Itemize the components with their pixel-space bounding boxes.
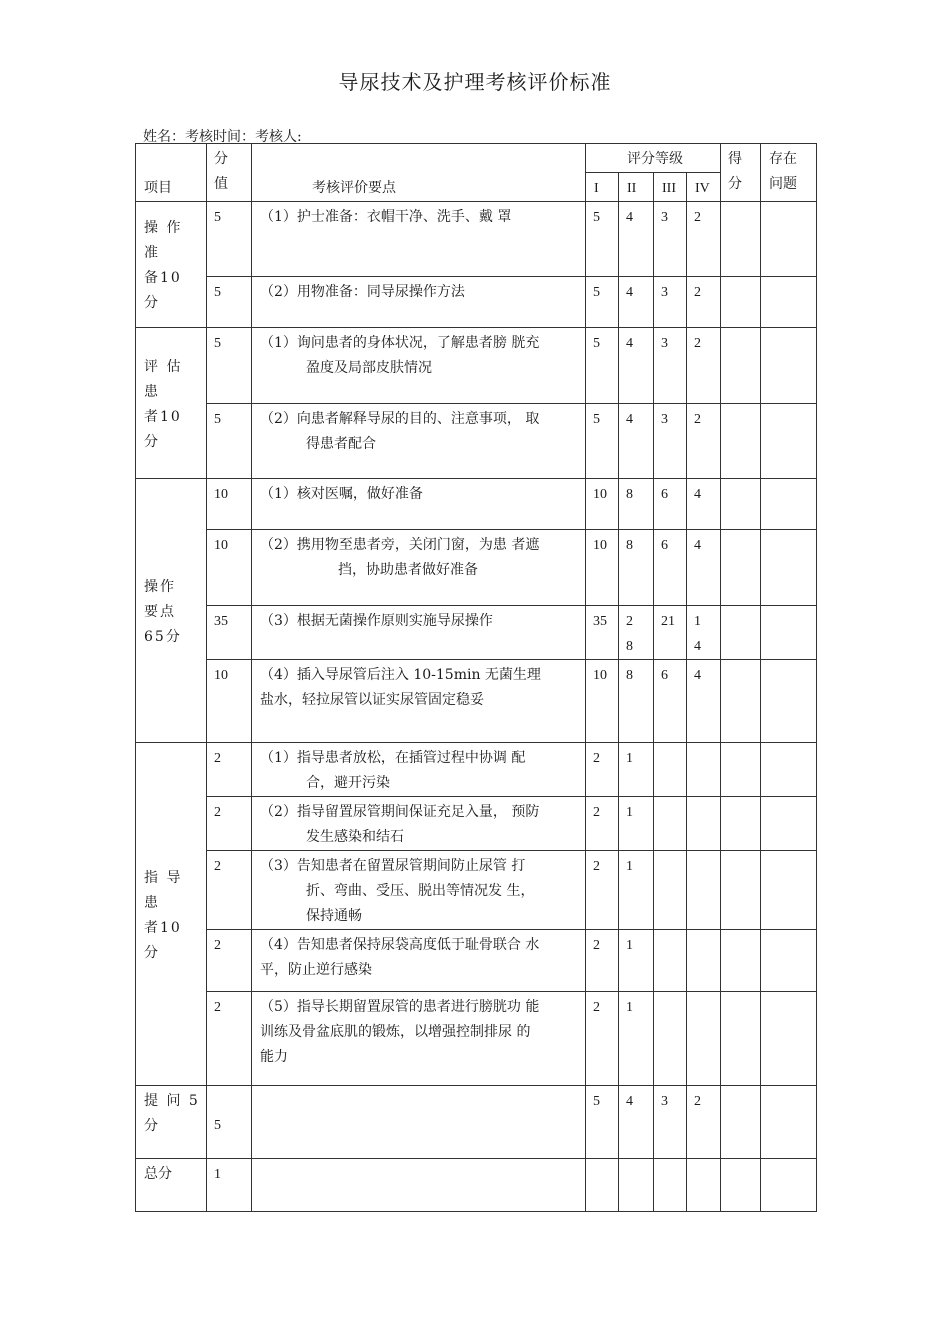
grade-4-value bbox=[687, 930, 721, 992]
grade-2-value: 4 bbox=[619, 202, 654, 277]
score-obtained-cell bbox=[721, 606, 761, 660]
grade-2-value: 1 bbox=[619, 930, 654, 992]
evaluation-point-text: （4）告知患者保持尿袋高度低于耻骨联合 水 bbox=[260, 937, 540, 953]
question-points bbox=[252, 1086, 586, 1159]
grade-2-value: 8 bbox=[619, 660, 654, 743]
grade-3-value: 21 bbox=[654, 606, 687, 660]
grade-4-value bbox=[687, 992, 721, 1086]
table-row bbox=[136, 992, 817, 1086]
score-value: 10 bbox=[207, 660, 252, 743]
grade-3-value bbox=[654, 851, 687, 930]
evaluation-point-continued: 合，避开污染 bbox=[306, 775, 390, 791]
issue-cell bbox=[761, 530, 817, 606]
question-label: 提 问 5 分 bbox=[136, 1086, 207, 1159]
issue-cell bbox=[761, 743, 817, 797]
score-obtained-cell bbox=[721, 1086, 761, 1159]
evaluation-point-text: （2）指导留置尿管期间保证充足入量， 预防 bbox=[260, 804, 540, 820]
issue-cell bbox=[761, 660, 817, 743]
table-row bbox=[136, 930, 817, 992]
score-obtained-cell bbox=[721, 743, 761, 797]
grade-4-value: 2 bbox=[687, 328, 721, 404]
header-row-top bbox=[136, 144, 817, 173]
score-obtained-cell bbox=[721, 992, 761, 1086]
table-row bbox=[136, 530, 817, 606]
grade-1-value: 2 bbox=[586, 930, 619, 992]
empty-cell bbox=[619, 1159, 654, 1212]
grade-4-value: 2 bbox=[687, 1086, 721, 1159]
examinee-info-line: 姓名：考核时间：考核人: bbox=[143, 129, 302, 145]
section-label bbox=[136, 743, 207, 1086]
score-value: 5 bbox=[207, 202, 252, 277]
issue-cell bbox=[761, 992, 817, 1086]
grade-4-value: 4 bbox=[687, 530, 721, 606]
score-value: 5 bbox=[207, 277, 252, 328]
grade-4-value bbox=[687, 851, 721, 930]
evaluation-point bbox=[252, 404, 586, 479]
evaluation-point-continued: 挡，协助患者做好准备 bbox=[338, 562, 478, 578]
grade-3-value bbox=[654, 797, 687, 851]
grade-2-value: 1 bbox=[619, 797, 654, 851]
grade-2-value: 4 bbox=[619, 277, 654, 328]
section-label bbox=[136, 202, 207, 328]
grade-1-value: 10 bbox=[586, 530, 619, 606]
grade-1-value: 35 bbox=[586, 606, 619, 660]
evaluation-point-text: （1）核对医嘱，做好准备 bbox=[260, 486, 423, 502]
document-title: 导尿技术及护理考核评价标准 bbox=[338, 70, 612, 94]
grade-1-value: 2 bbox=[586, 851, 619, 930]
section-label-line: 者10 分 bbox=[144, 408, 182, 450]
section-label-line: 操 作 准 bbox=[144, 220, 183, 261]
section-label-line: 指 导 患 bbox=[144, 869, 183, 911]
evaluation-point-text: （2）携用物至患者旁，关闭门窗，为患 者遮 bbox=[260, 537, 540, 553]
grade-2-value: 8 bbox=[619, 530, 654, 606]
evaluation-point-text: （5）指导长期留置尿管的患者进行膀胱功 能 bbox=[260, 999, 540, 1015]
grade-3-value: 3 bbox=[654, 202, 687, 277]
empty-cell bbox=[586, 1159, 619, 1212]
grade-2-value: 2 8 bbox=[619, 606, 654, 660]
grade-3-value: 3 bbox=[654, 277, 687, 328]
score-obtained-cell bbox=[721, 851, 761, 930]
grade-4-value: 4 bbox=[687, 660, 721, 743]
evaluation-point-continued: 训练及骨盆底肌的锻炼，以增强控制排尿 的 能力 bbox=[260, 1024, 531, 1065]
issue-cell bbox=[761, 851, 817, 930]
table-row bbox=[136, 328, 817, 404]
score-obtained-cell bbox=[721, 202, 761, 277]
section-label-line: 评 估 患 bbox=[144, 358, 183, 400]
grade-2-value: 4 bbox=[619, 404, 654, 479]
grade-1-value: 2 bbox=[586, 992, 619, 1086]
grade-3-value: 6 bbox=[654, 479, 687, 530]
total-label: 总分 bbox=[136, 1159, 207, 1212]
grade-2-value: 4 bbox=[619, 328, 654, 404]
issue-cell bbox=[761, 328, 817, 404]
evaluation-point bbox=[252, 479, 586, 530]
evaluation-point bbox=[252, 328, 586, 404]
section-label-line: 备10 分 bbox=[144, 270, 182, 311]
header-score: 分 值 bbox=[207, 144, 252, 202]
evaluation-point-continued: 发生感染和结石 bbox=[306, 829, 404, 845]
grade-1-value: 10 bbox=[586, 479, 619, 530]
evaluation-point-text: （2）用物准备：同导尿操作方法 bbox=[260, 284, 465, 300]
evaluation-point-continued: 盐水，轻拉尿管以证实尿管固定稳妥 bbox=[260, 692, 484, 708]
evaluation-point bbox=[252, 277, 586, 328]
evaluation-point-text: （1）护士准备：衣帽干净、洗手、戴 罩 bbox=[260, 209, 512, 225]
section-label bbox=[136, 479, 207, 743]
question-row bbox=[136, 1086, 817, 1159]
grade-1-value: 5 bbox=[586, 1086, 619, 1159]
grade-1-value: 5 bbox=[586, 328, 619, 404]
evaluation-point bbox=[252, 797, 586, 851]
evaluation-point bbox=[252, 202, 586, 277]
empty-cell bbox=[687, 1159, 721, 1212]
score-obtained-cell bbox=[721, 930, 761, 992]
issue-cell bbox=[761, 930, 817, 992]
empty-cell bbox=[761, 1159, 817, 1212]
header-grade-4: IV bbox=[687, 173, 721, 202]
issue-cell bbox=[761, 797, 817, 851]
issue-cell bbox=[761, 277, 817, 328]
header-grade: 评分等级 bbox=[586, 144, 721, 173]
table-row bbox=[136, 606, 817, 660]
score-obtained-cell bbox=[721, 404, 761, 479]
score-obtained-cell bbox=[721, 660, 761, 743]
evaluation-point-text: （3）告知患者在留置尿管期间防止尿管 打 bbox=[260, 858, 526, 874]
evaluation-point-text: （1）指导患者放松，在插管过程中协调 配 bbox=[260, 750, 526, 766]
grade-2-value: 1 bbox=[619, 851, 654, 930]
header-grade-3: III bbox=[654, 173, 687, 202]
grade-4-value: 2 bbox=[687, 202, 721, 277]
grade-4-value bbox=[687, 797, 721, 851]
score-value: 35 bbox=[207, 606, 252, 660]
evaluation-point-text: （4）插入导尿管后注入 10-15min 无菌生理 bbox=[260, 667, 541, 683]
table-row bbox=[136, 797, 817, 851]
total-score: 1 bbox=[207, 1159, 252, 1212]
evaluation-point bbox=[252, 530, 586, 606]
evaluation-point bbox=[252, 743, 586, 797]
issue-cell bbox=[761, 606, 817, 660]
evaluation-point bbox=[252, 992, 586, 1086]
table-row bbox=[136, 202, 817, 277]
grade-1-value: 10 bbox=[586, 660, 619, 743]
evaluation-point bbox=[252, 930, 586, 992]
grade-3-value: 3 bbox=[654, 328, 687, 404]
evaluation-point bbox=[252, 851, 586, 930]
score-obtained-cell bbox=[721, 277, 761, 328]
header-item: 项目 bbox=[136, 144, 207, 202]
grade-3-value bbox=[654, 992, 687, 1086]
grade-1-value: 5 bbox=[586, 404, 619, 479]
table-row bbox=[136, 479, 817, 530]
empty-cell bbox=[721, 1159, 761, 1212]
grade-1-value: 2 bbox=[586, 743, 619, 797]
evaluation-point-text: （3）根据无菌操作原则实施导尿操作 bbox=[260, 613, 493, 629]
section-label-line: 者10 分 bbox=[144, 919, 182, 961]
score-value: 2 bbox=[207, 743, 252, 797]
section-label-line: 操作 bbox=[144, 578, 176, 595]
grade-1-value: 5 bbox=[586, 202, 619, 277]
evaluation-point-continued: 折、弯曲、受压、脱出等情况发 生， 保持通畅 bbox=[306, 883, 535, 924]
total-row bbox=[136, 1159, 817, 1212]
evaluation-point bbox=[252, 660, 586, 743]
issue-cell bbox=[761, 404, 817, 479]
section-label-line: 65分 bbox=[144, 628, 182, 645]
empty-cell bbox=[654, 1159, 687, 1212]
grade-4-value: 1 4 bbox=[687, 606, 721, 660]
score-obtained-cell bbox=[721, 797, 761, 851]
grade-2-value: 8 bbox=[619, 479, 654, 530]
score-value: 5 bbox=[207, 404, 252, 479]
header-grade-2: II bbox=[619, 173, 654, 202]
evaluation-point-continued: 平，防止逆行感染 bbox=[260, 962, 372, 978]
grade-4-value: 2 bbox=[687, 277, 721, 328]
score-value: 10 bbox=[207, 530, 252, 606]
header-got: 得 分 bbox=[721, 144, 761, 202]
score-value: 2 bbox=[207, 851, 252, 930]
score-obtained-cell bbox=[721, 328, 761, 404]
question-score: 5 bbox=[207, 1086, 252, 1159]
score-value: 10 bbox=[207, 479, 252, 530]
section-label bbox=[136, 328, 207, 479]
issue-cell bbox=[761, 1086, 817, 1159]
grade-1-value: 5 bbox=[586, 277, 619, 328]
header-points: 考核评价要点 bbox=[252, 144, 586, 202]
header-grade-1: I bbox=[586, 173, 619, 202]
grade-3-value bbox=[654, 930, 687, 992]
grade-2-value: 1 bbox=[619, 743, 654, 797]
evaluation-point-text: （1）询问患者的身体状况，了解患者膀 胱充 bbox=[260, 335, 540, 351]
evaluation-point-continued: 得患者配合 bbox=[306, 436, 376, 452]
grade-3-value bbox=[654, 743, 687, 797]
issue-cell bbox=[761, 202, 817, 277]
table-row bbox=[136, 277, 817, 328]
evaluation-point-text: （2）向患者解释导尿的目的、注意事项， 取 bbox=[260, 411, 540, 427]
grade-4-value: 4 bbox=[687, 479, 721, 530]
grade-2-value: 4 bbox=[619, 1086, 654, 1159]
grade-3-value: 6 bbox=[654, 530, 687, 606]
grade-3-value: 3 bbox=[654, 404, 687, 479]
score-obtained-cell bbox=[721, 479, 761, 530]
grade-3-value: 6 bbox=[654, 660, 687, 743]
grade-4-value bbox=[687, 743, 721, 797]
table-row bbox=[136, 851, 817, 930]
grade-2-value: 1 bbox=[619, 992, 654, 1086]
evaluation-point-continued: 盈度及局部皮肤情况 bbox=[306, 360, 432, 376]
table-row bbox=[136, 404, 817, 479]
section-label-line: 要点 bbox=[144, 603, 176, 620]
score-value: 2 bbox=[207, 797, 252, 851]
grade-3-value: 3 bbox=[654, 1086, 687, 1159]
evaluation-point bbox=[252, 606, 586, 660]
score-value: 2 bbox=[207, 930, 252, 992]
table-row bbox=[136, 743, 817, 797]
table-row bbox=[136, 660, 817, 743]
score-value: 5 bbox=[207, 328, 252, 404]
header-issue: 存在 问题 bbox=[761, 144, 817, 202]
score-value: 2 bbox=[207, 992, 252, 1086]
empty-cell bbox=[252, 1159, 586, 1212]
grade-4-value: 2 bbox=[687, 404, 721, 479]
grade-1-value: 2 bbox=[586, 797, 619, 851]
issue-cell bbox=[761, 479, 817, 530]
score-obtained-cell bbox=[721, 530, 761, 606]
evaluation-table bbox=[135, 143, 817, 1212]
